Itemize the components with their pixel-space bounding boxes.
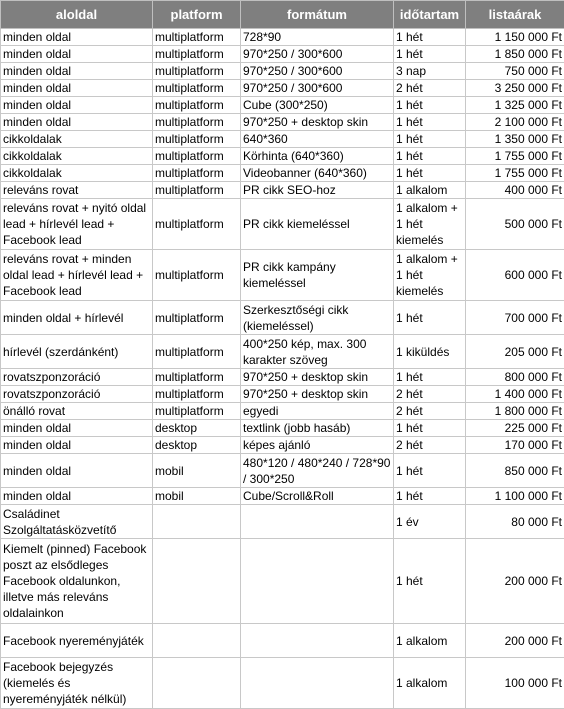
platform-cell: multiplatform bbox=[153, 165, 241, 182]
aloldal-cell: rovatszponzoráció bbox=[1, 369, 153, 386]
platform-cell: multiplatform bbox=[153, 182, 241, 199]
price-cell: 100 000 Ft bbox=[466, 658, 564, 709]
idotartam-cell: 3 nap bbox=[394, 63, 466, 80]
table-row bbox=[1, 301, 564, 335]
table-row bbox=[1, 658, 564, 709]
price-cell: 2 100 000 Ft bbox=[466, 114, 564, 131]
price-cell: 1 325 000 Ft bbox=[466, 97, 564, 114]
formatum-cell bbox=[241, 505, 394, 539]
price-cell: 1 400 000 Ft bbox=[466, 386, 564, 403]
aloldal-cell: Családinet Szolgáltatásközvetítő bbox=[1, 505, 153, 539]
table-row bbox=[1, 97, 564, 114]
formatum-cell bbox=[241, 539, 394, 624]
aloldal-cell: minden oldal bbox=[1, 46, 153, 63]
aloldal-cell: minden oldal bbox=[1, 63, 153, 80]
table-row bbox=[1, 488, 564, 505]
table-row bbox=[1, 80, 564, 97]
aloldal-cell: Kiemelt (pinned) Facebook poszt az elsődleges Facebook oldalunkon, illetve más releváns oldalainkon bbox=[1, 539, 153, 624]
formatum-cell: képes ajánló bbox=[241, 437, 394, 454]
idotartam-cell: 1 hét bbox=[394, 97, 466, 114]
idotartam-cell: 1 hét bbox=[394, 29, 466, 46]
table-row bbox=[1, 46, 564, 63]
header-row bbox=[1, 1, 564, 29]
formatum-cell: 970*250 / 300*600 bbox=[241, 63, 394, 80]
table-row bbox=[1, 63, 564, 80]
formatum-cell: textlink (jobb hasáb) bbox=[241, 420, 394, 437]
idotartam-cell: 1 kiküldés bbox=[394, 335, 466, 369]
formatum-cell bbox=[241, 624, 394, 658]
table-row bbox=[1, 403, 564, 420]
platform-cell: multiplatform bbox=[153, 131, 241, 148]
aloldal-cell: rovatszponzoráció bbox=[1, 386, 153, 403]
table-row bbox=[1, 165, 564, 182]
price-cell: 600 000 Ft bbox=[466, 250, 564, 301]
table-row bbox=[1, 182, 564, 199]
price-cell: 3 250 000 Ft bbox=[466, 80, 564, 97]
idotartam-cell: 1 hét bbox=[394, 420, 466, 437]
platform-cell bbox=[153, 505, 241, 539]
price-cell: 200 000 Ft bbox=[466, 539, 564, 624]
price-cell: 80 000 Ft bbox=[466, 505, 564, 539]
table-row bbox=[1, 386, 564, 403]
header-formatum: formátum bbox=[241, 1, 394, 29]
aloldal-cell: minden oldal bbox=[1, 80, 153, 97]
idotartam-cell: 1 alkalom bbox=[394, 658, 466, 709]
price-cell: 1 100 000 Ft bbox=[466, 488, 564, 505]
table-row bbox=[1, 114, 564, 131]
platform-cell bbox=[153, 624, 241, 658]
platform-cell: multiplatform bbox=[153, 301, 241, 335]
aloldal-cell: önálló rovat bbox=[1, 403, 153, 420]
formatum-cell: 970*250 / 300*600 bbox=[241, 46, 394, 63]
table-row bbox=[1, 335, 564, 369]
table-row bbox=[1, 624, 564, 658]
aloldal-cell: minden oldal bbox=[1, 114, 153, 131]
price-cell: 1 755 000 Ft bbox=[466, 165, 564, 182]
price-cell: 500 000 Ft bbox=[466, 199, 564, 250]
platform-cell: multiplatform bbox=[153, 46, 241, 63]
formatum-cell: 970*250 + desktop skin bbox=[241, 369, 394, 386]
table-row bbox=[1, 505, 564, 539]
platform-cell: multiplatform bbox=[153, 80, 241, 97]
aloldal-cell: releváns rovat + minden oldal lead + hírlevél lead + Facebook lead bbox=[1, 250, 153, 301]
table-row bbox=[1, 131, 564, 148]
idotartam-cell: 1 alkalom + 1 hét kiemelés bbox=[394, 250, 466, 301]
price-cell: 200 000 Ft bbox=[466, 624, 564, 658]
idotartam-cell: 2 hét bbox=[394, 437, 466, 454]
aloldal-cell: cikkoldalak bbox=[1, 131, 153, 148]
price-cell: 1 850 000 Ft bbox=[466, 46, 564, 63]
formatum-cell: Cube (300*250) bbox=[241, 97, 394, 114]
table-row bbox=[1, 369, 564, 386]
price-cell: 700 000 Ft bbox=[466, 301, 564, 335]
header-idotartam: időtartam bbox=[394, 1, 466, 29]
aloldal-cell: Facebook bejegyzés (kiemelés és nyereményjáték nélkül) bbox=[1, 658, 153, 709]
idotartam-cell: 1 hét bbox=[394, 148, 466, 165]
table-body bbox=[1, 29, 564, 709]
table-row bbox=[1, 199, 564, 250]
aloldal-cell: minden oldal bbox=[1, 29, 153, 46]
table-row bbox=[1, 454, 564, 488]
formatum-cell: 480*120 / 480*240 / 728*90 / 300*250 bbox=[241, 454, 394, 488]
formatum-cell: egyedi bbox=[241, 403, 394, 420]
aloldal-cell: minden oldal bbox=[1, 437, 153, 454]
idotartam-cell: 2 hét bbox=[394, 80, 466, 97]
platform-cell: multiplatform bbox=[153, 199, 241, 250]
formatum-cell: PR cikk kampány kiemeléssel bbox=[241, 250, 394, 301]
idotartam-cell: 1 hét bbox=[394, 301, 466, 335]
price-cell: 1 150 000 Ft bbox=[466, 29, 564, 46]
platform-cell: multiplatform bbox=[153, 369, 241, 386]
platform-cell: multiplatform bbox=[153, 403, 241, 420]
price-cell: 1 800 000 Ft bbox=[466, 403, 564, 420]
platform-cell: multiplatform bbox=[153, 29, 241, 46]
aloldal-cell: minden oldal bbox=[1, 420, 153, 437]
platform-cell bbox=[153, 658, 241, 709]
formatum-cell: 728*90 bbox=[241, 29, 394, 46]
formatum-cell: 640*360 bbox=[241, 131, 394, 148]
formatum-cell: Cube/Scroll&Roll bbox=[241, 488, 394, 505]
formatum-cell: Szerkesztőségi cikk (kiemeléssel) bbox=[241, 301, 394, 335]
price-cell: 170 000 Ft bbox=[466, 437, 564, 454]
platform-cell: multiplatform bbox=[153, 63, 241, 80]
aloldal-cell: cikkoldalak bbox=[1, 165, 153, 182]
aloldal-cell: cikkoldalak bbox=[1, 148, 153, 165]
price-cell: 205 000 Ft bbox=[466, 335, 564, 369]
idotartam-cell: 1 hét bbox=[394, 369, 466, 386]
header-aloldal: aloldal bbox=[1, 1, 153, 29]
table-row bbox=[1, 250, 564, 301]
aloldal-cell: minden oldal + hírlevél bbox=[1, 301, 153, 335]
formatum-cell bbox=[241, 658, 394, 709]
idotartam-cell: 1 alkalom bbox=[394, 624, 466, 658]
idotartam-cell: 1 hét bbox=[394, 454, 466, 488]
table-row bbox=[1, 29, 564, 46]
idotartam-cell: 1 hét bbox=[394, 131, 466, 148]
formatum-cell: 970*250 + desktop skin bbox=[241, 114, 394, 131]
aloldal-cell: minden oldal bbox=[1, 454, 153, 488]
platform-cell: desktop bbox=[153, 420, 241, 437]
table-row bbox=[1, 437, 564, 454]
table-row bbox=[1, 420, 564, 437]
idotartam-cell: 1 hét bbox=[394, 46, 466, 63]
formatum-cell: 400*250 kép, max. 300 karakter szöveg bbox=[241, 335, 394, 369]
platform-cell: multiplatform bbox=[153, 97, 241, 114]
platform-cell: desktop bbox=[153, 437, 241, 454]
idotartam-cell: 1 hét bbox=[394, 488, 466, 505]
header-listaarak: listaárak bbox=[466, 1, 564, 29]
table-row bbox=[1, 148, 564, 165]
formatum-cell: 970*250 + desktop skin bbox=[241, 386, 394, 403]
price-cell: 225 000 Ft bbox=[466, 420, 564, 437]
idotartam-cell: 1 alkalom bbox=[394, 182, 466, 199]
aloldal-cell: minden oldal bbox=[1, 97, 153, 114]
idotartam-cell: 2 hét bbox=[394, 403, 466, 420]
idotartam-cell: 1 év bbox=[394, 505, 466, 539]
platform-cell: multiplatform bbox=[153, 250, 241, 301]
aloldal-cell: releváns rovat bbox=[1, 182, 153, 199]
platform-cell: mobil bbox=[153, 488, 241, 505]
price-cell: 800 000 Ft bbox=[466, 369, 564, 386]
table-row bbox=[1, 539, 564, 624]
price-cell: 1 350 000 Ft bbox=[466, 131, 564, 148]
aloldal-cell: releváns rovat + nyitó oldal lead + hírlevél lead + Facebook lead bbox=[1, 199, 153, 250]
platform-cell bbox=[153, 539, 241, 624]
price-cell: 850 000 Ft bbox=[466, 454, 564, 488]
idotartam-cell: 1 hét bbox=[394, 165, 466, 182]
aloldal-cell: Facebook nyereményjáték bbox=[1, 624, 153, 658]
price-cell: 750 000 Ft bbox=[466, 63, 564, 80]
platform-cell: multiplatform bbox=[153, 114, 241, 131]
formatum-cell: PR cikk kiemeléssel bbox=[241, 199, 394, 250]
price-cell: 1 755 000 Ft bbox=[466, 148, 564, 165]
platform-cell: multiplatform bbox=[153, 386, 241, 403]
formatum-cell: PR cikk SEO-hoz bbox=[241, 182, 394, 199]
aloldal-cell: minden oldal bbox=[1, 488, 153, 505]
header-platform: platform bbox=[153, 1, 241, 29]
idotartam-cell: 1 alkalom + 1 hét kiemelés bbox=[394, 199, 466, 250]
idotartam-cell: 1 hét bbox=[394, 539, 466, 624]
platform-cell: multiplatform bbox=[153, 335, 241, 369]
formatum-cell: 970*250 / 300*600 bbox=[241, 80, 394, 97]
aloldal-cell: hírlevél (szerdánként) bbox=[1, 335, 153, 369]
formatum-cell: Videobanner (640*360) bbox=[241, 165, 394, 182]
idotartam-cell: 2 hét bbox=[394, 386, 466, 403]
platform-cell: mobil bbox=[153, 454, 241, 488]
platform-cell: multiplatform bbox=[153, 148, 241, 165]
price-cell: 400 000 Ft bbox=[466, 182, 564, 199]
idotartam-cell: 1 hét bbox=[394, 114, 466, 131]
formatum-cell: Körhinta (640*360) bbox=[241, 148, 394, 165]
